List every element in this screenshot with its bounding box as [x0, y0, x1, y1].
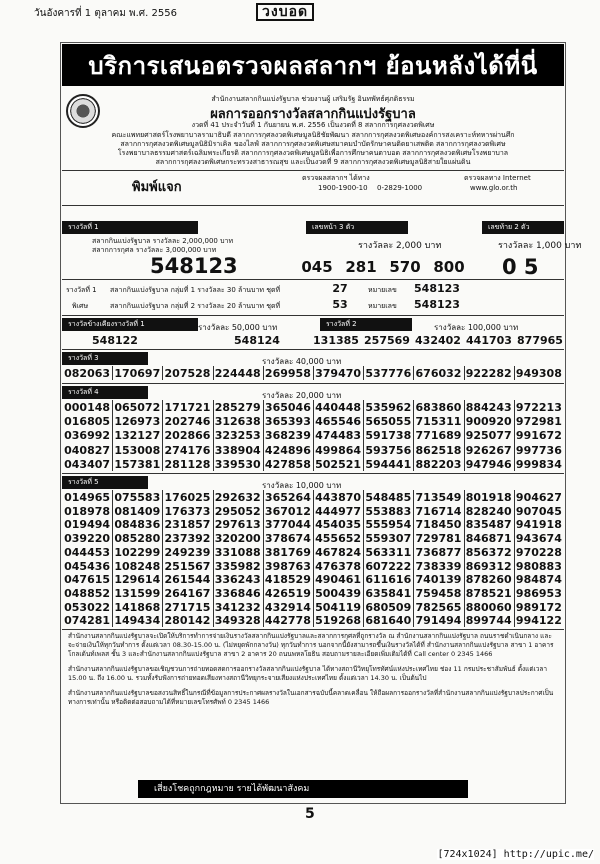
- prize-number: 716714: [415, 504, 462, 518]
- second-prize-number: 257569: [364, 334, 410, 347]
- prize-number: 535962: [365, 401, 412, 414]
- draw-info: งวดที่ 41 ประจำวันที่ 1 กันยายน พ.ศ. 2556 เป็นงวดที่ 8 สลากการกุศลงวดพิเศษ: [191, 121, 435, 129]
- column-divider: [263, 366, 264, 380]
- prize-number: 141868: [114, 600, 161, 614]
- note-paragraph: สำนักงานสลากกินแบ่งรัฐบาลขอเชิญชวนการถ่ายทอดสดการออกรางวัลสลากกินแบ่งรัฐบาล ได้ทางสถานีวิทยุโทรทัศน์แห่งประเทศไทย ช่อง 11 กรมประชาสัมพันธ์ ตั้งแต่เวลา 15.00 น. ถึง 16.00 น. รวมทั้งรับฟังการถ่ายทอดเสียงทางสถานีวิทยุกระจายเสียงแห่งประเทศไทย ตั้งแต่เวลา 14.30 น. เป็นต้นไป: [68, 665, 548, 682]
- watermark: [724x1024] http://upic.me/: [437, 849, 594, 860]
- prize-number: 224448: [214, 367, 261, 380]
- prize-number: 986953: [515, 586, 562, 600]
- prize-number: 377044: [264, 518, 311, 532]
- prize-number: 899744: [465, 614, 512, 628]
- prize-number: 295052: [214, 504, 261, 518]
- prize-number: 418529: [264, 573, 311, 587]
- prize-number: 341232: [214, 600, 261, 614]
- prize-number: 251567: [164, 559, 211, 573]
- prize-number: 040827: [64, 443, 111, 457]
- prize-number: 718450: [415, 518, 462, 532]
- prize-number: 381769: [264, 545, 311, 559]
- front3-number: 281: [345, 258, 377, 276]
- second-prize-number: 131385: [313, 334, 359, 347]
- divider: [62, 629, 564, 630]
- special-label: รางวัลที่ 1: [66, 286, 97, 294]
- divider: [62, 473, 564, 474]
- prize-number: 455652: [315, 532, 362, 546]
- front3-number: 800: [433, 258, 465, 276]
- prize-number: 680509: [365, 600, 412, 614]
- column-divider: [263, 490, 264, 627]
- prize-number: 922282: [465, 367, 512, 380]
- banner-title: บริการเสนอตรวจผลสลากฯ ย้อนหลังได้ที่นี่: [62, 44, 564, 86]
- prize-number: 991672: [515, 429, 562, 443]
- first-prize-desc-2: สลากการกุศล รางวัลละ 3,000,000 บาท: [92, 246, 217, 254]
- prize-number: 176373: [164, 504, 211, 518]
- column-divider: [162, 366, 163, 380]
- prize-number: 335982: [214, 559, 261, 573]
- prize-number: 157381: [114, 457, 161, 471]
- prize-number: 715311: [415, 415, 462, 429]
- prize-number: 537776: [365, 367, 412, 380]
- note-paragraph: สำนักงานสลากกินแบ่งรัฐบาลจะเปิดให้บริการทำการจ่ายเงินรางวัลสลากกินแบ่งรัฐบาลและสลากการกุศลที่ถูกรางวัล ณ สำนักงานสลากกินแบ่งรัฐบาล ถนนราชดำเนินกลาง และจะจ่ายเงินให้ทุกวันทำการ ตั้งแต่เวลา 08.30-15.00 น. (ไม่หยุดพักกลางวัน) ทุกวันทำการ นอกจากนี้ยังสามารถขึ้นเงินรางวัลได้ที่ สำนักงานสลากกินแบ่งรัฐบาล สาขา 1 อาคารโกลเด้นท์เพลส ชั้น 3 และสำนักงานสลากกินแบ่งรัฐบาล สาขา 2 อาคาร 20 ถนนพหลโยธิน สอบถามรายละเอียดเพิ่มเติมได้ที่ Call center 0 2345 1466: [68, 632, 554, 658]
- special-series-1: 27: [332, 282, 348, 295]
- special-number-1: 548123: [414, 282, 460, 295]
- column-divider: [313, 400, 314, 471]
- prize-number: 426519: [264, 586, 311, 600]
- prize-number: 249239: [164, 545, 211, 559]
- prize-number: 036992: [64, 429, 111, 443]
- prize-number: 878521: [465, 586, 512, 600]
- prize-number: 000148: [64, 401, 111, 414]
- prize-number: 994122: [515, 614, 562, 628]
- third-prize-label: รางวัลที่ 3: [62, 352, 148, 365]
- prize-number: 559307: [365, 532, 412, 546]
- last2-amount: รางวัลละ 1,000 บาท: [498, 241, 582, 251]
- prize-number: 171721: [164, 401, 211, 414]
- prize-number: 563311: [365, 545, 412, 559]
- phone-label: ตรวจผลสลากฯ ได้ทาง: [302, 174, 370, 182]
- prize-number: 047615: [64, 573, 111, 587]
- fifth-prize-label: รางวัลที่ 5: [62, 476, 148, 489]
- newspaper-logo: วงบอด: [256, 3, 314, 21]
- prize-number: 044453: [64, 545, 111, 559]
- prize-number: 043407: [64, 457, 111, 471]
- prize-number: 759458: [415, 586, 462, 600]
- prize-number: 153008: [114, 443, 161, 457]
- prize-number: 336846: [214, 586, 261, 600]
- near1-label: รางวัลข้างเคียงรางวัลที่ 1: [62, 318, 198, 331]
- prize-number: 129614: [114, 573, 161, 587]
- prize-number: 202746: [164, 415, 211, 429]
- prize-number: 264167: [164, 586, 211, 600]
- prize-number: 925077: [465, 429, 512, 443]
- prize-number: 016805: [64, 415, 111, 429]
- last2-label: เลขท้าย 2 ตัว: [482, 221, 564, 234]
- prize-number: 108248: [114, 559, 161, 573]
- prize-number: 474483: [315, 429, 362, 443]
- prize-number: 467824: [315, 545, 362, 559]
- column-divider: [363, 490, 364, 627]
- prize-number: 856372: [465, 545, 512, 559]
- prize-number: 593756: [365, 443, 412, 457]
- prize-number: 884243: [465, 401, 512, 414]
- front3-number: 045: [301, 258, 333, 276]
- prize-number: 368239: [264, 429, 311, 443]
- prize-number: 048852: [64, 586, 111, 600]
- first-prize-desc-1: สลากกินแบ่งรัฐบาล รางวัลละ 2,000,000 บาท: [92, 237, 234, 245]
- prize-number: 339530: [214, 457, 261, 471]
- near1-number: 548122: [92, 334, 138, 347]
- prize-number: 237392: [164, 532, 211, 546]
- prize-number: 075583: [114, 491, 161, 504]
- prize-number: 949308: [515, 367, 562, 380]
- charity-line-1: คณะแพทยศาสตร์โรงพยาบาลรามาธิบดี สลากการกุศลงวดพิเศษมูลนิธิชัยพัฒนา สลากการกุศลงวดพิเศษองค์การสงเคราะห์ทหารผ่านศึก: [111, 131, 515, 139]
- prize-number: 791494: [415, 614, 462, 628]
- prize-number: 132127: [114, 429, 161, 443]
- special-label: พิเศษ: [72, 302, 89, 310]
- prize-number: 490461: [315, 573, 362, 587]
- divider: [62, 205, 564, 206]
- second-prize-amount: รางวัลละ 100,000 บาท: [434, 323, 519, 332]
- prize-number: 312638: [214, 415, 261, 429]
- prize-number: 274176: [164, 443, 211, 457]
- prize-number: 442778: [264, 614, 311, 628]
- prize-number: 432914: [264, 600, 311, 614]
- second-prize-number: 877965: [517, 334, 563, 347]
- prize-number: 398763: [264, 559, 311, 573]
- special-series-2: 53: [332, 298, 348, 311]
- prize-number: 271715: [164, 600, 211, 614]
- prize-number: 729781: [415, 532, 462, 546]
- column-divider: [313, 366, 314, 380]
- prize-number: 465546: [315, 415, 362, 429]
- prize-number: 336243: [214, 573, 261, 587]
- column-divider: [263, 400, 264, 471]
- divider: [62, 279, 564, 280]
- column-divider: [213, 490, 214, 627]
- prize-number: 280142: [164, 614, 211, 628]
- charity-line-2: สลากการกุศลงวดพิเศษมูลนิธิมิราเคิล ของไลฟ์ สลากการกุศลงวดพิเศษสมาคมบำบัดรักษาคนติดยาเสพติด สลากการกุศลงวดพิเศษ: [120, 140, 506, 148]
- prize-number: 014965: [64, 491, 111, 504]
- print-label: พิมพ์แจก: [132, 180, 182, 195]
- prize-number: 594441: [365, 457, 412, 471]
- column-divider: [514, 366, 515, 380]
- prize-number: 635841: [365, 586, 412, 600]
- column-divider: [213, 400, 214, 471]
- prize-number: 801918: [465, 491, 512, 504]
- prize-number: 018978: [64, 504, 111, 518]
- front3-number: 570: [389, 258, 421, 276]
- prize-number: 365046: [264, 401, 311, 414]
- column-divider: [162, 400, 163, 471]
- notes-section: [68, 632, 558, 713]
- prize-number: 972981: [515, 415, 562, 429]
- column-divider: [514, 490, 515, 627]
- internet-label: ตรวจผลทาง Internet: [464, 174, 531, 182]
- prize-number: 607222: [365, 559, 412, 573]
- column-divider: [363, 366, 364, 380]
- prize-number: 904627: [515, 491, 562, 504]
- prize-number: 947946: [465, 457, 512, 471]
- prize-number: 972213: [515, 401, 562, 414]
- prize-number: 519268: [315, 614, 362, 628]
- prize-number: 782565: [415, 600, 462, 614]
- divider: [62, 315, 564, 316]
- column-divider: [162, 490, 163, 627]
- column-divider: [514, 400, 515, 471]
- second-prize-number: 441703: [466, 334, 512, 347]
- prize-number: 553883: [365, 504, 412, 518]
- prize-number: 281128: [164, 457, 211, 471]
- page-number: 5: [305, 806, 315, 822]
- column-divider: [464, 400, 465, 471]
- prize-number: 676032: [415, 367, 462, 380]
- prize-number: 846871: [465, 532, 512, 546]
- prize-number: 349328: [214, 614, 261, 628]
- prize-number: 365393: [264, 415, 311, 429]
- second-prize-number: 432402: [415, 334, 461, 347]
- prize-number: 019494: [64, 518, 111, 532]
- front3-label: เลขหน้า 3 ตัว: [306, 221, 408, 234]
- prize-number: 297613: [214, 518, 261, 532]
- second-prize-label: รางวัลที่ 2: [320, 318, 412, 331]
- prize-number: 771689: [415, 429, 462, 443]
- prize-number: 502521: [315, 457, 362, 471]
- prize-number: 999834: [515, 457, 562, 471]
- near1-number: 548124: [234, 334, 280, 347]
- prize-number: 331088: [214, 545, 261, 559]
- prize-number: 880060: [465, 600, 512, 614]
- prize-number: 074281: [64, 614, 111, 628]
- prize-number: 323253: [214, 429, 261, 443]
- fourth-prize-label: รางวัลที่ 4: [62, 386, 148, 399]
- prize-number: 997736: [515, 443, 562, 457]
- charity-line-3: โรงพยาบาลธรรมศาสตร์เฉลิมพระเกียรติ สลากการกุศลงวดพิเศษมูลนิธิเพื่อการศึกษาคนตาบอด สลากการกุศลงวดพิเศษโรงพยาบาล: [117, 149, 509, 157]
- footer-slogan: เสี่ยงโชคถูกกฎหมาย รายได้พัฒนาสังคม: [138, 780, 468, 798]
- prize-number: 681640: [365, 614, 412, 628]
- prize-number: 454035: [315, 518, 362, 532]
- prize-number: 176025: [164, 491, 211, 504]
- prize-number: 082063: [64, 367, 111, 380]
- prize-number: 065072: [114, 401, 161, 414]
- column-divider: [413, 490, 414, 627]
- column-divider: [464, 490, 465, 627]
- prize-number: 499864: [315, 443, 362, 457]
- column-divider: [112, 366, 113, 380]
- result-header: [62, 90, 564, 205]
- prize-number: 907045: [515, 504, 562, 518]
- prize-number: 869312: [465, 559, 512, 573]
- special-number-2: 548123: [414, 298, 460, 311]
- issue-date: วันอังคารที่ 1 ตุลาคม พ.ศ. 2556: [34, 8, 177, 19]
- prize-number: 367012: [264, 504, 311, 518]
- prize-number: 045436: [64, 559, 111, 573]
- column-divider: [112, 490, 113, 627]
- prize-number: 980883: [515, 559, 562, 573]
- result-title: ผลการออกรางวัลสลากกินแบ่งรัฐบาล: [210, 107, 416, 122]
- prize-number: 862518: [415, 443, 462, 457]
- prize-number: 231857: [164, 518, 211, 532]
- first-prize-label: รางวัลที่ 1: [62, 221, 198, 234]
- prize-number: 943674: [515, 532, 562, 546]
- divider: [62, 383, 564, 384]
- special-sep-1: หมายเลข: [368, 286, 397, 294]
- prize-number: 835487: [465, 518, 512, 532]
- third-prize-amount: รางวัลละ 40,000 บาท: [262, 357, 342, 366]
- prize-number: 565055: [365, 415, 412, 429]
- prize-number: 379470: [315, 367, 362, 380]
- prize-number: 292632: [214, 491, 261, 504]
- prize-number: 149434: [114, 614, 161, 628]
- prize-number: 443870: [315, 491, 362, 504]
- prize-number: 285279: [214, 401, 261, 414]
- prize-number: 424896: [264, 443, 311, 457]
- prize-number: 555954: [365, 518, 412, 532]
- prize-number: 085280: [114, 532, 161, 546]
- prize-number: 261544: [164, 573, 211, 587]
- note-paragraph: สำนักงานสลากกินแบ่งรัฐบาลขอสงวนสิทธิ์ในกรณีที่ข้อมูลการประกาศผลรางวัลในเอกสารฉบับนี้คลาดเคลื่อน ให้ถือผลการออกรางวัลที่สำนักงานสลากกินแบ่งรัฐบาลประกาศเป็นทางการเท่านั้น หรือติดต่อสอบถามได้ที่หมายเลขโทรศัพท์ 0 2345 1466: [68, 689, 554, 706]
- column-divider: [213, 366, 214, 380]
- prize-number: 504119: [315, 600, 362, 614]
- divider: [62, 349, 564, 350]
- prize-number: 476378: [315, 559, 362, 573]
- prize-number: 736877: [415, 545, 462, 559]
- phone-2: 0-2829-1000: [377, 184, 423, 192]
- column-divider: [363, 400, 364, 471]
- prize-number: 170697: [114, 367, 161, 380]
- last2-number: 0 5: [502, 255, 539, 279]
- prize-number: 738339: [415, 559, 462, 573]
- special-sep-2: หมายเลข: [368, 302, 397, 310]
- column-divider: [413, 366, 414, 380]
- phone-1: 1900-1900-10: [318, 184, 368, 192]
- fifth-prize-amount: รางวัลละ 10,000 บาท: [262, 481, 342, 490]
- prize-number: 989172: [515, 600, 562, 614]
- prize-number: 713549: [415, 491, 462, 504]
- prize-number: 591738: [365, 429, 412, 443]
- prize-number: 941918: [515, 518, 562, 532]
- prize-number: 878260: [465, 573, 512, 587]
- prize-number: 378674: [264, 532, 311, 546]
- prize-number: 039220: [64, 532, 111, 546]
- prize-number: 683860: [415, 401, 462, 414]
- column-divider: [313, 490, 314, 627]
- prize-number: 427858: [264, 457, 311, 471]
- prize-number: 444977: [315, 504, 362, 518]
- front3-amount: รางวัลละ 2,000 บาท: [358, 241, 442, 251]
- special-group-2: สลากกินแบ่งรัฐบาล กลุ่มที่ 2 รางวัลละ 20 ล้านบาท ชุดที่: [110, 302, 281, 310]
- prize-number: 269958: [264, 367, 311, 380]
- prize-number: 053022: [64, 600, 111, 614]
- prize-number: 548485: [365, 491, 412, 504]
- prize-number: 102299: [114, 545, 161, 559]
- column-divider: [112, 400, 113, 471]
- header-divider: [62, 170, 564, 171]
- prize-number: 926267: [465, 443, 512, 457]
- prize-number: 084836: [114, 518, 161, 532]
- fourth-prize-amount: รางวัลละ 20,000 บาท: [262, 391, 342, 400]
- prize-number: 828240: [465, 504, 512, 518]
- prize-number: 500439: [315, 586, 362, 600]
- charity-line-4: สลากการกุศลงวดพิเศษกระทรวงสาธารณสุข และเป็นงวดที่ 9 สลากการกุศลงวดพิเศษมูลนิธิสายใยแผ่นดิน: [155, 158, 471, 166]
- first-prize-number: 548123: [150, 254, 238, 278]
- org-line: สำนักงานสลากกินแบ่งรัฐบาล ช่วยงานผู้ เสริมรัฐ อินทพัทธ์ศุภดิธรรม: [211, 95, 415, 103]
- prize-number: 984874: [515, 573, 562, 587]
- prize-number: 365264: [264, 491, 311, 504]
- column-divider: [464, 366, 465, 380]
- prize-number: 740139: [415, 573, 462, 587]
- prize-number: 081409: [114, 504, 161, 518]
- column-divider: [413, 400, 414, 471]
- prize-number: 611616: [365, 573, 412, 587]
- prize-number: 338904: [214, 443, 261, 457]
- near1-amount: รางวัลละ 50,000 บาท: [198, 323, 278, 332]
- prize-number: 882203: [415, 457, 462, 471]
- prize-number: 320200: [214, 532, 261, 546]
- special-group-1: สลากกินแบ่งรัฐบาล กลุ่มที่ 1 รางวัลละ 30 ล้านบาท ชุดที่: [110, 286, 281, 294]
- prize-number: 126973: [114, 415, 161, 429]
- prize-number: 900920: [465, 415, 512, 429]
- prize-number: 970228: [515, 545, 562, 559]
- website: www.glo.or.th: [470, 184, 518, 192]
- prize-number: 207528: [164, 367, 211, 380]
- prize-number: 202866: [164, 429, 211, 443]
- prize-number: 440448: [315, 401, 362, 414]
- prize-number: 131599: [114, 586, 161, 600]
